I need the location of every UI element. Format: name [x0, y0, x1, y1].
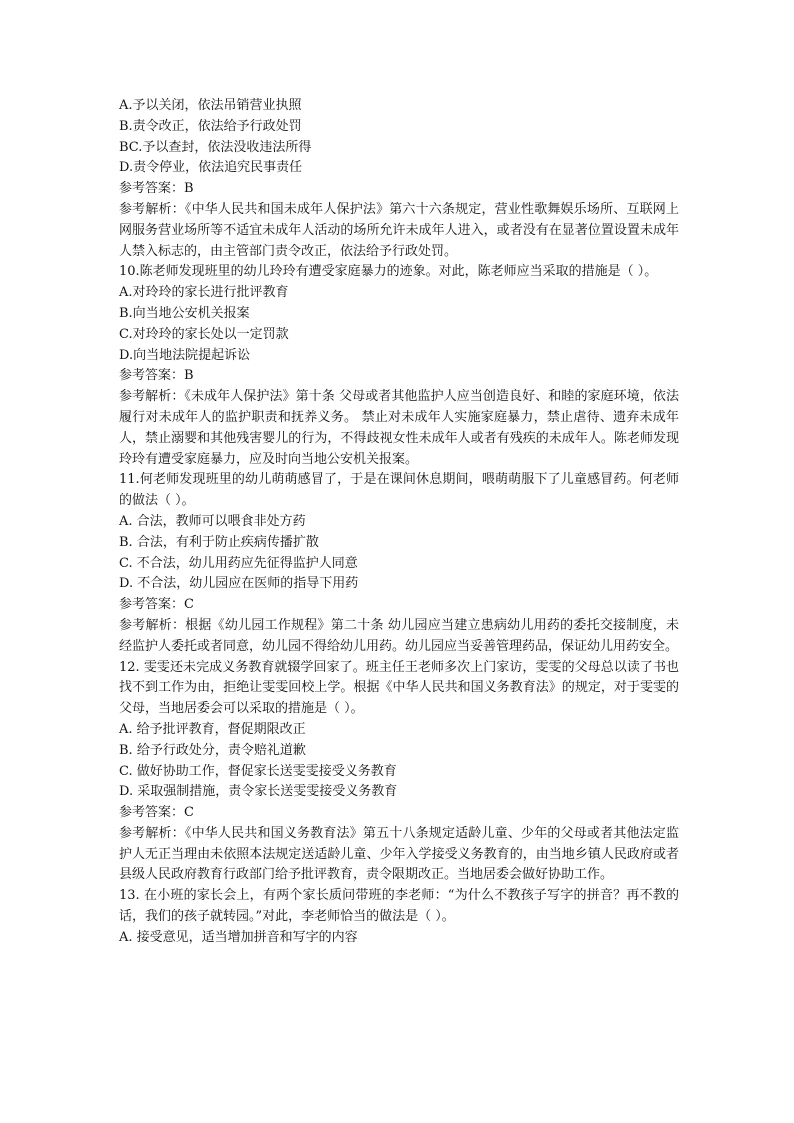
reference-answer: 参考答案：C [119, 805, 194, 821]
option-d: D.向当地法院提起诉讼 [119, 347, 251, 363]
option-a: A. 给予批评教育，督促期限改正 [119, 721, 306, 737]
reference-analysis: 参考解析：《中华人民共和国未成年人保护法》第六十六条规定，营业性歌舞娱乐场所、互联网上网服务营业场所等不适宜未成年人活动的场所允许未成年人进入，或者没有在显著位置设置未成年人禁入标志的，由主管部门责令改正，依法给予行政处罚。 [119, 201, 679, 259]
option-c: C. 做好协助工作，督促家长送雯雯接受义务教育 [119, 763, 397, 779]
option-bc: BC.予以查封，依法没收违法所得 [119, 139, 312, 155]
question-13: 13. 在小班的家长会上，有两个家长质问带班的李老师：“为什么不教孩子写字的拼音？再不教的话，我们的孩子就转园。”对此，李老师恰当的做法是（ ）。 [119, 888, 679, 925]
option-c: C.对玲玲的家长处以一定罚款 [119, 326, 289, 342]
option-b: B.责令改正，依法给予行政处罚 [119, 118, 302, 134]
question-11: 11.何老师发现班里的幼儿萌萌感冒了，于是在课间休息期间，喂萌萌服下了儿童感冒药。何老师的做法（ ）。 [119, 472, 679, 509]
question-10: 10.陈老师发现班里的幼儿玲玲有遭受家庭暴力的迹象。对此，陈老师应当采取的措施是（ ）。 [119, 264, 658, 280]
document-page [119, 96, 679, 949]
option-d: D. 不合法，幼儿园应在医师的指导下用药 [119, 576, 359, 592]
option-d: D.责令停业，依法追究民事责任 [119, 160, 303, 176]
option-a: A. 合法，教师可以喂食非处方药 [119, 513, 306, 529]
option-c: C. 不合法，幼儿用药应先征得监护人同意 [119, 555, 358, 571]
option-a: A.对玲玲的家长进行批评教育 [119, 285, 289, 301]
option-d: D. 采取强制措施，责令家长送雯雯接受义务教育 [119, 784, 398, 800]
option-b: B.向当地公安机关报案 [119, 305, 250, 321]
option-a: A.予以关闭，依法吊销营业执照 [119, 98, 302, 113]
reference-analysis: 参考解析：《未成年人保护法》第十条 父母或者其他监护人应当创造良好、和睦的家庭环境，依法履行对未成年人的监护职责和抚养义务。 禁止对未成年人实施家庭暴力，禁止虐待、遗弃未成年人，禁止溺婴和其他残害婴儿的行为，不得歧视女性未成年人或者有残疾的未成年人。陈老师发现玲玲有遭受家庭暴力，应及时向当地公安机关报案。 [119, 389, 679, 467]
reference-answer: 参考答案：B [119, 368, 194, 384]
option-b: B. 给予行政处分，责令赔礼道歉 [119, 742, 306, 758]
option-b: B. 合法，有利于防止疾病传播扩散 [119, 534, 319, 550]
reference-answer: 参考答案：B [119, 181, 194, 197]
option-a: A. 接受意见，适当增加拼音和写字的内容 [119, 929, 358, 945]
reference-analysis: 参考解析：根据《幼儿园工作规程》第二十条 幼儿园应当建立患病幼儿用药的委托交接制度，未经监护人委托或者同意，幼儿园不得给幼儿用药。幼儿园应当妥善管理药品，保证幼儿用药安全。 [119, 617, 679, 654]
reference-analysis: 参考解析：《中华人民共和国义务教育法》第五十八条规定适龄儿童、少年的父母或者其他法定监护人无正当理由未依照本法规定送适龄儿童、少年入学接受义务教育的，由当地乡镇人民政府或者县级人民政府教育行政部门给予批评教育，责令限期改正。当地居委会做好协助工作。 [119, 825, 679, 883]
reference-answer: 参考答案：C [119, 597, 194, 613]
question-12: 12. 雯雯还未完成义务教育就辍学回家了。班主任王老师多次上门家访，雯雯的父母总以读了书也找不到工作为由，拒绝让雯雯回校上学。根据《中华人民共和国义务教育法》的规定，对于雯雯的父母，当地居委会可以采取的措施是（ ）。 [119, 659, 679, 717]
